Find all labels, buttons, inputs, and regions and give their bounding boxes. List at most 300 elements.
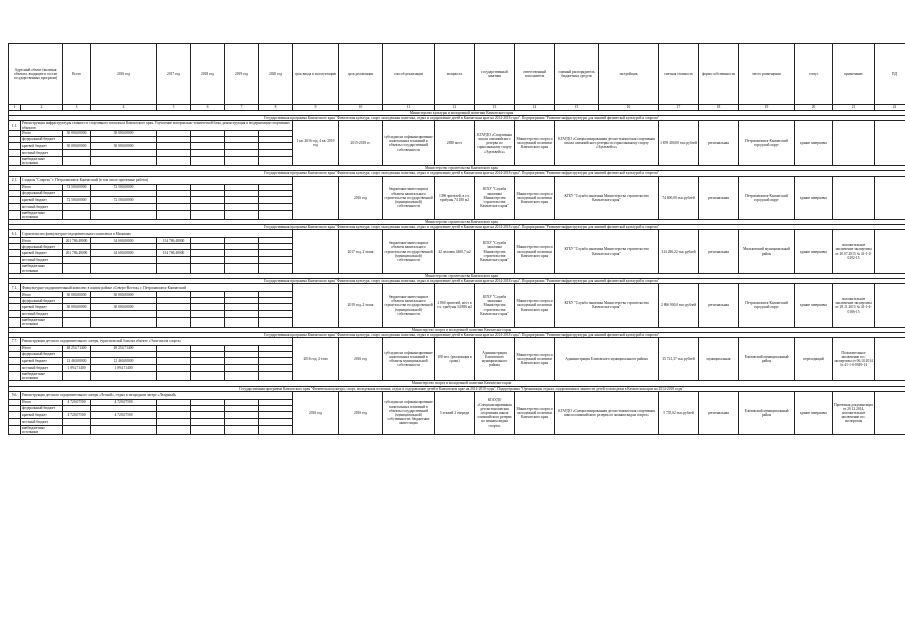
finance-spacer — [9, 264, 21, 273]
finance-value — [225, 372, 259, 381]
finance-value — [191, 418, 225, 425]
customer: КГАУДО «Специализированная детско-юношеская спортивная школа олимпийского резерва по зимним видам спорта» — [475, 391, 515, 434]
developer: КГАУДО «Специализированная детско-юношеская спортивная школа олимпийского резерва по зимним видам спорта» — [555, 391, 659, 434]
finance-value: 34 600,00000 — [91, 238, 157, 244]
finance-value — [63, 318, 91, 327]
header-cell: 2016 год — [91, 44, 157, 105]
object-number: 6.1. — [9, 230, 21, 238]
finance-value — [259, 264, 293, 273]
finance-value — [259, 304, 293, 311]
header-cell: Адресный объект (включая объекты, входящие в состав государственных программ) — [9, 44, 63, 105]
finance-value — [191, 264, 225, 273]
implementation-years: 2015-2018 гг. — [339, 121, 383, 166]
finance-value: 12 460,00000 — [91, 358, 157, 365]
column-number: 3 — [63, 105, 91, 111]
finance-label: местный бюджет — [21, 257, 63, 264]
finance-label: краевой бюджет — [21, 358, 63, 365]
finance-spacer — [9, 358, 21, 365]
implementation-method: бюджетные инвестиции в объекты капитального строительства государственной (муниципальной) собственности — [383, 284, 435, 327]
finance-value — [157, 203, 191, 210]
finance-value: 12 460,00000 — [63, 358, 91, 365]
developer: Администрация Елизовского муниципального района — [555, 338, 659, 381]
capacity: 1396 зрителей, в т.ч. трибуны 74 180 м2 — [435, 176, 475, 219]
header-cell: государственный заказчик — [475, 44, 515, 105]
finance-label: местный бюджет — [21, 311, 63, 318]
object-number: 1.1. — [9, 121, 21, 130]
finance-value — [191, 304, 225, 311]
finance-spacer — [9, 210, 21, 219]
ownership-form: региональная — [699, 176, 739, 219]
finance-value — [91, 372, 157, 381]
note — [833, 176, 875, 219]
program-name: Государственная программа Камчатского края "Физическая культура, спорт, молодежная политика, отдых и оздоровление детей в Камчатском крае на 2014-2018 годы". Подпрограмма "Развитие инфраструктуры для занятий физической культурой и спортом" — [9, 171, 905, 176]
capacity: 42 человек 4400,7 м2 — [435, 230, 475, 273]
finance-value — [91, 149, 157, 156]
finance-value: 4 720,07500 — [63, 399, 91, 405]
finance-value — [157, 264, 191, 273]
column-number: 5 — [157, 105, 191, 111]
status: здание завершено — [795, 284, 833, 327]
finance-label: Итого — [21, 130, 63, 136]
status: здание завершено — [795, 230, 833, 273]
column-number: 17 — [659, 105, 699, 111]
executor: Министерство спорта и молодежной политики Камчатского края — [515, 176, 555, 219]
header-cell: статус — [795, 44, 833, 105]
object-row — [9, 176, 905, 184]
finance-value — [259, 365, 293, 372]
finance-value — [225, 425, 259, 434]
finance-value — [225, 418, 259, 425]
finance-value — [259, 318, 293, 327]
finance-label: Итого — [21, 399, 63, 405]
header-cell: ПД — [875, 44, 905, 105]
header-row — [9, 44, 905, 105]
finance-value — [191, 142, 225, 149]
finance-value — [225, 142, 259, 149]
finance-value — [91, 418, 157, 425]
finance-value: 30 000,00000 — [91, 304, 157, 311]
finance-spacer — [9, 418, 21, 425]
finance-value — [225, 149, 259, 156]
object-number: 2.1. — [9, 176, 21, 184]
header-cell: срок реализации — [339, 44, 383, 105]
program-name: Государственная программа Камчатского края "Физическая культура, спорт, молодежная политика, отдых и оздоровление детей в Камчатском крае на 2014-2018 годы". Подпрограмма "Развитие инфраструктуры для занятий физической культурой и спортом" — [9, 116, 905, 121]
finance-value — [259, 257, 293, 264]
column-number: 6 — [191, 105, 225, 111]
finance-label: федеральный бюджет — [21, 298, 63, 304]
finance-label: местный бюджет — [21, 149, 63, 156]
design-docs — [875, 338, 905, 381]
estimated-cost: 2 866 900,0 тыс.рублей — [659, 284, 699, 327]
finance-value — [91, 257, 157, 264]
ownership-form: региональная — [699, 391, 739, 434]
location: Мильковский муниципальный район — [739, 230, 795, 273]
header-cell: 2017 год — [157, 44, 191, 105]
finance-label: местный бюджет — [21, 365, 63, 372]
header-cell: мощность — [435, 44, 475, 105]
finance-value — [225, 250, 259, 257]
executor: Министерство спорта и молодежной политики Камчатского края — [515, 284, 555, 327]
ownership-form: региональная — [699, 230, 739, 273]
finance-value — [63, 372, 91, 381]
developer: КГАУДО «Специализированная детско-юношеская спортивная школа олимпийского резерва по горнолыжному спорту «Эдельвейс»» — [555, 121, 659, 166]
customer: Администрация Елизовского муниципального района — [475, 338, 515, 381]
finance-value — [225, 311, 259, 318]
finance-value — [63, 425, 91, 434]
header-cell: срок ввода в эксплуатацию — [293, 44, 339, 105]
finance-value — [157, 149, 191, 156]
column-number: 20 — [795, 105, 833, 111]
column-number: 21 — [833, 105, 875, 111]
column-number: 1 — [9, 105, 21, 111]
program-name: Государственная программа Камчатского края "Физическая культура, спорт, молодежная политика, отдых и оздоровление детей в Камчатском крае на 2014-2018 годы". Подпрограмма "Развитие инфраструктуры для занятий физической культурой и спортом" — [9, 279, 905, 284]
column-number: 16 — [599, 105, 659, 111]
finance-value — [157, 358, 191, 365]
note — [833, 121, 875, 166]
capacity: 100 чел. (реализация в сроки) — [435, 338, 475, 381]
capacity: 5 этажей 2 очереди — [435, 391, 475, 434]
finance-value — [63, 311, 91, 318]
implementation-method: субсидии на софинансирование капитальных вложений в объекты государственной собственности — [383, 121, 435, 166]
location: Елизовский муниципальный район — [739, 338, 795, 381]
column-number: 7 — [225, 105, 259, 111]
ownership-form: муниципальная — [699, 338, 739, 381]
object-row — [9, 338, 905, 346]
column-number: 19 — [739, 105, 795, 111]
finance-value — [157, 425, 191, 434]
location: Петропавловск-Камчатский городской округ — [739, 176, 795, 219]
commissioning-term — [293, 284, 339, 327]
design-docs — [875, 284, 905, 327]
object-row — [9, 230, 905, 238]
finance-value — [225, 264, 259, 273]
ministry-name: Министерство спорта и молодежной политики Камчатского края — [9, 381, 905, 386]
finance-spacer — [9, 196, 21, 203]
capacity: 2 860 зрителей, мест в т.ч. трибуны 34 886 м2 — [435, 284, 475, 327]
finance-label: краевой бюджет — [21, 411, 63, 418]
finance-spacer — [9, 156, 21, 165]
finance-value: 30 000,00000 — [63, 304, 91, 311]
estimated-cost: 314 286,22 тыс.рублей — [659, 230, 699, 273]
finance-value — [259, 203, 293, 210]
finance-value — [191, 250, 225, 257]
finance-value — [157, 156, 191, 165]
finance-value — [157, 257, 191, 264]
commissioning-term — [293, 230, 339, 273]
finance-value: 4 720,07500 — [91, 411, 157, 418]
note: положительное заключение экспертизы от 29.11.2015 № 41-1-4-0186-15 — [833, 284, 875, 327]
finance-value: 48 254,71400 — [91, 346, 157, 352]
finance-value — [157, 372, 191, 381]
finance-value — [259, 425, 293, 434]
object-row — [9, 121, 905, 130]
executor: Министерство спорта и молодежной политики Камчатского края — [515, 230, 555, 273]
column-number: 22 — [875, 105, 905, 111]
note: Проектная документация от 20.12.2014, положительное заключение гос. экспертизы — [833, 391, 875, 434]
implementation-method: субсидии на софинансирование капитальных вложений в объекты муниципальной собственности — [383, 338, 435, 381]
ministry-name: Министерство спорта и молодежной политики Камчатского края — [9, 327, 905, 332]
finance-value — [63, 264, 91, 273]
finance-value — [63, 149, 91, 156]
finance-value: 30 000,00000 — [63, 292, 91, 298]
finance-value — [91, 156, 157, 165]
object-row — [9, 284, 905, 292]
finance-spacer — [9, 318, 21, 327]
status: переходящий — [795, 338, 833, 381]
finance-value — [259, 418, 293, 425]
column-number: 11 — [383, 105, 435, 111]
finance-label: Итого — [21, 292, 63, 298]
executor: Министерство спорта и молодежной политики Камчатского края — [515, 121, 555, 166]
finance-value: 261 786,48000 — [63, 250, 91, 257]
finance-value — [191, 196, 225, 203]
finance-value — [157, 411, 191, 418]
finance-spacer — [9, 425, 21, 434]
column-number: 18 — [699, 105, 739, 111]
finance-value — [191, 210, 225, 219]
finance-value — [191, 372, 225, 381]
capacity: 2830 мест — [435, 121, 475, 166]
object-number: 9.6. — [9, 391, 21, 399]
finance-label: краевой бюджет — [21, 196, 63, 203]
finance-value: 154 786,48000 — [157, 250, 191, 257]
commissioning-term: 2016 год — [293, 391, 339, 434]
finance-value — [157, 196, 191, 203]
finance-value — [191, 318, 225, 327]
implementation-method: бюджетные инвестиции в объекты капитального строительства государственной (муниципальной) собственности — [383, 230, 435, 273]
implementation-years: 2016 год — [339, 338, 383, 381]
finance-value — [91, 311, 157, 318]
header-cell: форма собственности — [699, 44, 739, 105]
finance-label: внебюджетные источники — [21, 210, 63, 219]
finance-value — [91, 264, 157, 273]
finance-spacer — [9, 311, 21, 318]
finance-value — [191, 257, 225, 264]
finance-value — [157, 365, 191, 372]
finance-value — [63, 203, 91, 210]
ministry-name: Министерство культуры и молодежной политики Камчатского края — [9, 111, 905, 116]
finance-value — [259, 411, 293, 418]
finance-value — [225, 358, 259, 365]
implementation-years: 2017 год, 2 этапа — [339, 230, 383, 273]
finance-spacer — [9, 372, 21, 381]
executor: Министерство спорта и молодежной политики Камчатского края — [515, 338, 555, 381]
finance-label: Итого — [21, 184, 63, 190]
finance-spacer — [9, 411, 21, 418]
location: Петропавловск-Камчатский городской округ — [739, 284, 795, 327]
finance-spacer — [9, 365, 21, 372]
finance-value: 30 000,00000 — [91, 130, 157, 136]
commissioning-term: 1 кв. 2016 год, 4 кв. 2019 год — [293, 121, 339, 166]
ministry-name: Министерство строительства Камчатского края — [9, 166, 905, 171]
customer: КГБУ "Служба заказчика Министерства строительства Камчатского края" — [475, 176, 515, 219]
investment-objects-table — [8, 43, 905, 435]
object-number: 7.7. — [9, 338, 21, 346]
finance-value — [225, 156, 259, 165]
finance-spacer — [9, 304, 21, 311]
finance-label: федеральный бюджет — [21, 405, 63, 411]
finance-value — [191, 411, 225, 418]
developer: КГБУ "Служба заказчика Министерства строительства Камчатского края" — [555, 230, 659, 273]
finance-label: местный бюджет — [21, 418, 63, 425]
finance-spacer — [9, 203, 21, 210]
finance-label: краевой бюджет — [21, 304, 63, 311]
finance-value — [157, 210, 191, 219]
finance-value — [225, 210, 259, 219]
object-name: Стадион "Спартак" г. Петропавловск-Камчатский (в том числе проектные работы) — [21, 176, 293, 184]
implementation-years: 2016 год — [339, 391, 383, 434]
finance-value: 48 254,71400 — [63, 346, 91, 352]
finance-value — [225, 411, 259, 418]
column-number: 14 — [515, 105, 555, 111]
object-number: 7.1. — [9, 284, 21, 292]
implementation-years: 2016 год — [339, 176, 383, 219]
finance-value — [63, 210, 91, 219]
finance-value — [191, 156, 225, 165]
location: Петропавловск-Камчатский городской округ — [739, 121, 795, 166]
finance-value — [91, 425, 157, 434]
developer: КГБУ "Служба заказчика Министерства строительства Камчатского края" — [555, 176, 659, 219]
header-cell: Всего — [63, 44, 91, 105]
implementation-method: бюджетные инвестиции в объекты капитального строительства государственной (муниципальной) собственности — [383, 176, 435, 219]
finance-value — [191, 425, 225, 434]
finance-spacer — [9, 149, 21, 156]
developer: КГБУ "Служба заказчика Министерства строительства Камчатского края" — [555, 284, 659, 327]
finance-value — [259, 156, 293, 165]
finance-value — [225, 365, 259, 372]
column-number: 4 — [91, 105, 157, 111]
finance-value: 1 894,71400 — [63, 365, 91, 372]
header-cell: 2019 год — [225, 44, 259, 105]
column-number: 8 — [259, 105, 293, 111]
finance-label: Итого — [21, 238, 63, 244]
finance-label: федеральный бюджет — [21, 136, 63, 142]
finance-value — [91, 210, 157, 219]
estimated-cost: 5 735,02 тыс.рублей — [659, 391, 699, 434]
finance-value — [225, 196, 259, 203]
design-docs — [875, 391, 905, 434]
finance-value: 34 600,00000 — [91, 250, 157, 257]
status: здание завершено — [795, 176, 833, 219]
finance-value — [91, 318, 157, 327]
finance-value — [225, 304, 259, 311]
finance-value — [259, 358, 293, 365]
finance-value — [157, 142, 191, 149]
finance-value — [91, 203, 157, 210]
finance-value — [63, 257, 91, 264]
column-number: 13 — [475, 105, 515, 111]
object-name: Реконструкция детского оздоровительного лагеря «Лесной», отдых в загородном лагере «Лазурный» — [21, 391, 293, 399]
ownership-form: региональная — [699, 121, 739, 166]
header-cell: 2018 год — [191, 44, 225, 105]
column-number: 2 — [21, 105, 63, 111]
finance-label: федеральный бюджет — [21, 244, 63, 250]
header-cell: способ реализации — [383, 44, 435, 105]
status: здание завершено — [795, 121, 833, 166]
object-name: Реконструкция детского оздоровительного лагеря, туристической базы на объекте «Эспи-вилла спорта» — [21, 338, 293, 346]
finance-value — [63, 156, 91, 165]
commissioning-term — [293, 176, 339, 219]
location: Елизовский муниципальный район — [739, 391, 795, 434]
program-name: Государственная программа Камчатского края "Физическая культура, спорт, молодежная политика, отдых и оздоровление детей в Камчатском крае на 2014-2018 годы". Подпрограмма "Развитие инфраструктуры для занятий физической культурой и спортом" — [9, 225, 905, 230]
finance-value — [191, 203, 225, 210]
finance-label: краевой бюджет — [21, 142, 63, 149]
header-cell: застройщик — [599, 44, 659, 105]
ownership-form: региональная — [699, 284, 739, 327]
finance-value: 261 786,48000 — [63, 238, 91, 244]
ministry-name: Министерство строительства Камчатского края — [9, 220, 905, 225]
estimated-cost: 74 600,00 тыс.рублей — [659, 176, 699, 219]
finance-value — [225, 257, 259, 264]
finance-label: федеральный бюджет — [21, 352, 63, 358]
design-docs — [875, 176, 905, 219]
note: положительное заключение экспертизы от 20.07.2015 № 41-1-4-0292-15 — [833, 230, 875, 273]
finance-value — [157, 311, 191, 318]
estimated-cost: 35 721,37 тыс.рублей — [659, 338, 699, 381]
implementation-method: субсидии на софинансирование капитальных вложений в объекты государственной (муниципальной) собственности, бюджетные инвестиции — [383, 391, 435, 434]
finance-value — [157, 318, 191, 327]
finance-value: 30 000,00000 — [63, 142, 91, 149]
finance-spacer — [9, 250, 21, 257]
header-cell: 2020 год — [259, 44, 293, 105]
program-name: Государственная программа Камчатского края "Физическая культура, спорт, молодежная политика, отдых и оздоровление детей в Камчатском крае на 2014-2018 годы". Подпрограмма "Развитие инфраструктуры для занятий физической культурой и спортом" — [9, 332, 905, 337]
column-number: 15 — [555, 105, 599, 111]
customer: КГАУДО «Спортивная школа олимпийского резерва по горнолыжному спорту «Эдельвейс»» — [475, 121, 515, 166]
commissioning-term: 2016 год, 2 этап — [293, 338, 339, 381]
finance-value — [157, 418, 191, 425]
finance-value: 30 000,00000 — [91, 292, 157, 298]
note: Положительное заключение гос. экспертизы от 06.10.2014 № 41-1-6-0049-14 — [833, 338, 875, 381]
finance-value: 30 000,00000 — [63, 130, 91, 136]
executor: Министерство спорта и молодежной политики Камчатского края — [515, 391, 555, 434]
program-name: Государственная программа Камчатского края "Физическая культура, спорт, молодежная политика, отдых и оздоровление детей в Камчатском крае на 2014-2018 годы". Подпрограмма "Организация отдыха, оздоровления и занятости детей и молодежи в Камчатском крае на 2014-2018 годы" — [9, 386, 905, 391]
column-number: 12 — [435, 105, 475, 111]
header-cell: место размещения — [739, 44, 795, 105]
finance-value: 72 500,00000 — [91, 184, 157, 190]
design-docs — [875, 121, 905, 166]
finance-value — [191, 365, 225, 372]
finance-value — [259, 142, 293, 149]
finance-value: 72 500,00000 — [63, 184, 91, 190]
finance-value: 154 786,48000 — [157, 238, 191, 244]
object-row — [9, 391, 905, 399]
finance-value — [259, 210, 293, 219]
finance-spacer — [9, 257, 21, 264]
finance-label: внебюджетные источники — [21, 264, 63, 273]
implementation-years: 2019 год, 2 этапа — [339, 284, 383, 327]
column-number: 9 — [293, 105, 339, 111]
finance-value — [259, 311, 293, 318]
column-number: 10 — [339, 105, 383, 111]
finance-value: 30 000,00000 — [91, 142, 157, 149]
finance-label: федеральный бюджет — [21, 190, 63, 196]
header-cell: примечание — [833, 44, 875, 105]
estimated-cost: 1 859 400,00 тыс.рублей — [659, 121, 699, 166]
finance-value — [191, 311, 225, 318]
customer: КГБУ "Служба заказчика Министерства строительства Камчатского края" — [475, 230, 515, 273]
object-name: Реконструкция инфраструктуры главного и спортивного комплекса Камчатского края. Улучшение материально-технической базы, реконструкция и модернизация спортивных объектов — [21, 121, 293, 130]
finance-value: 4 720,07500 — [63, 411, 91, 418]
finance-label: краевой бюджет — [21, 250, 63, 257]
customer: КГБУ "Служба заказчика Министерства строительства Камчатского края" — [475, 284, 515, 327]
finance-value — [225, 203, 259, 210]
finance-value — [191, 149, 225, 156]
header-cell: сметная стоимость — [659, 44, 699, 105]
finance-spacer — [9, 142, 21, 149]
finance-value — [225, 318, 259, 327]
finance-value: 72 500,00000 — [91, 196, 157, 203]
design-docs — [875, 230, 905, 273]
